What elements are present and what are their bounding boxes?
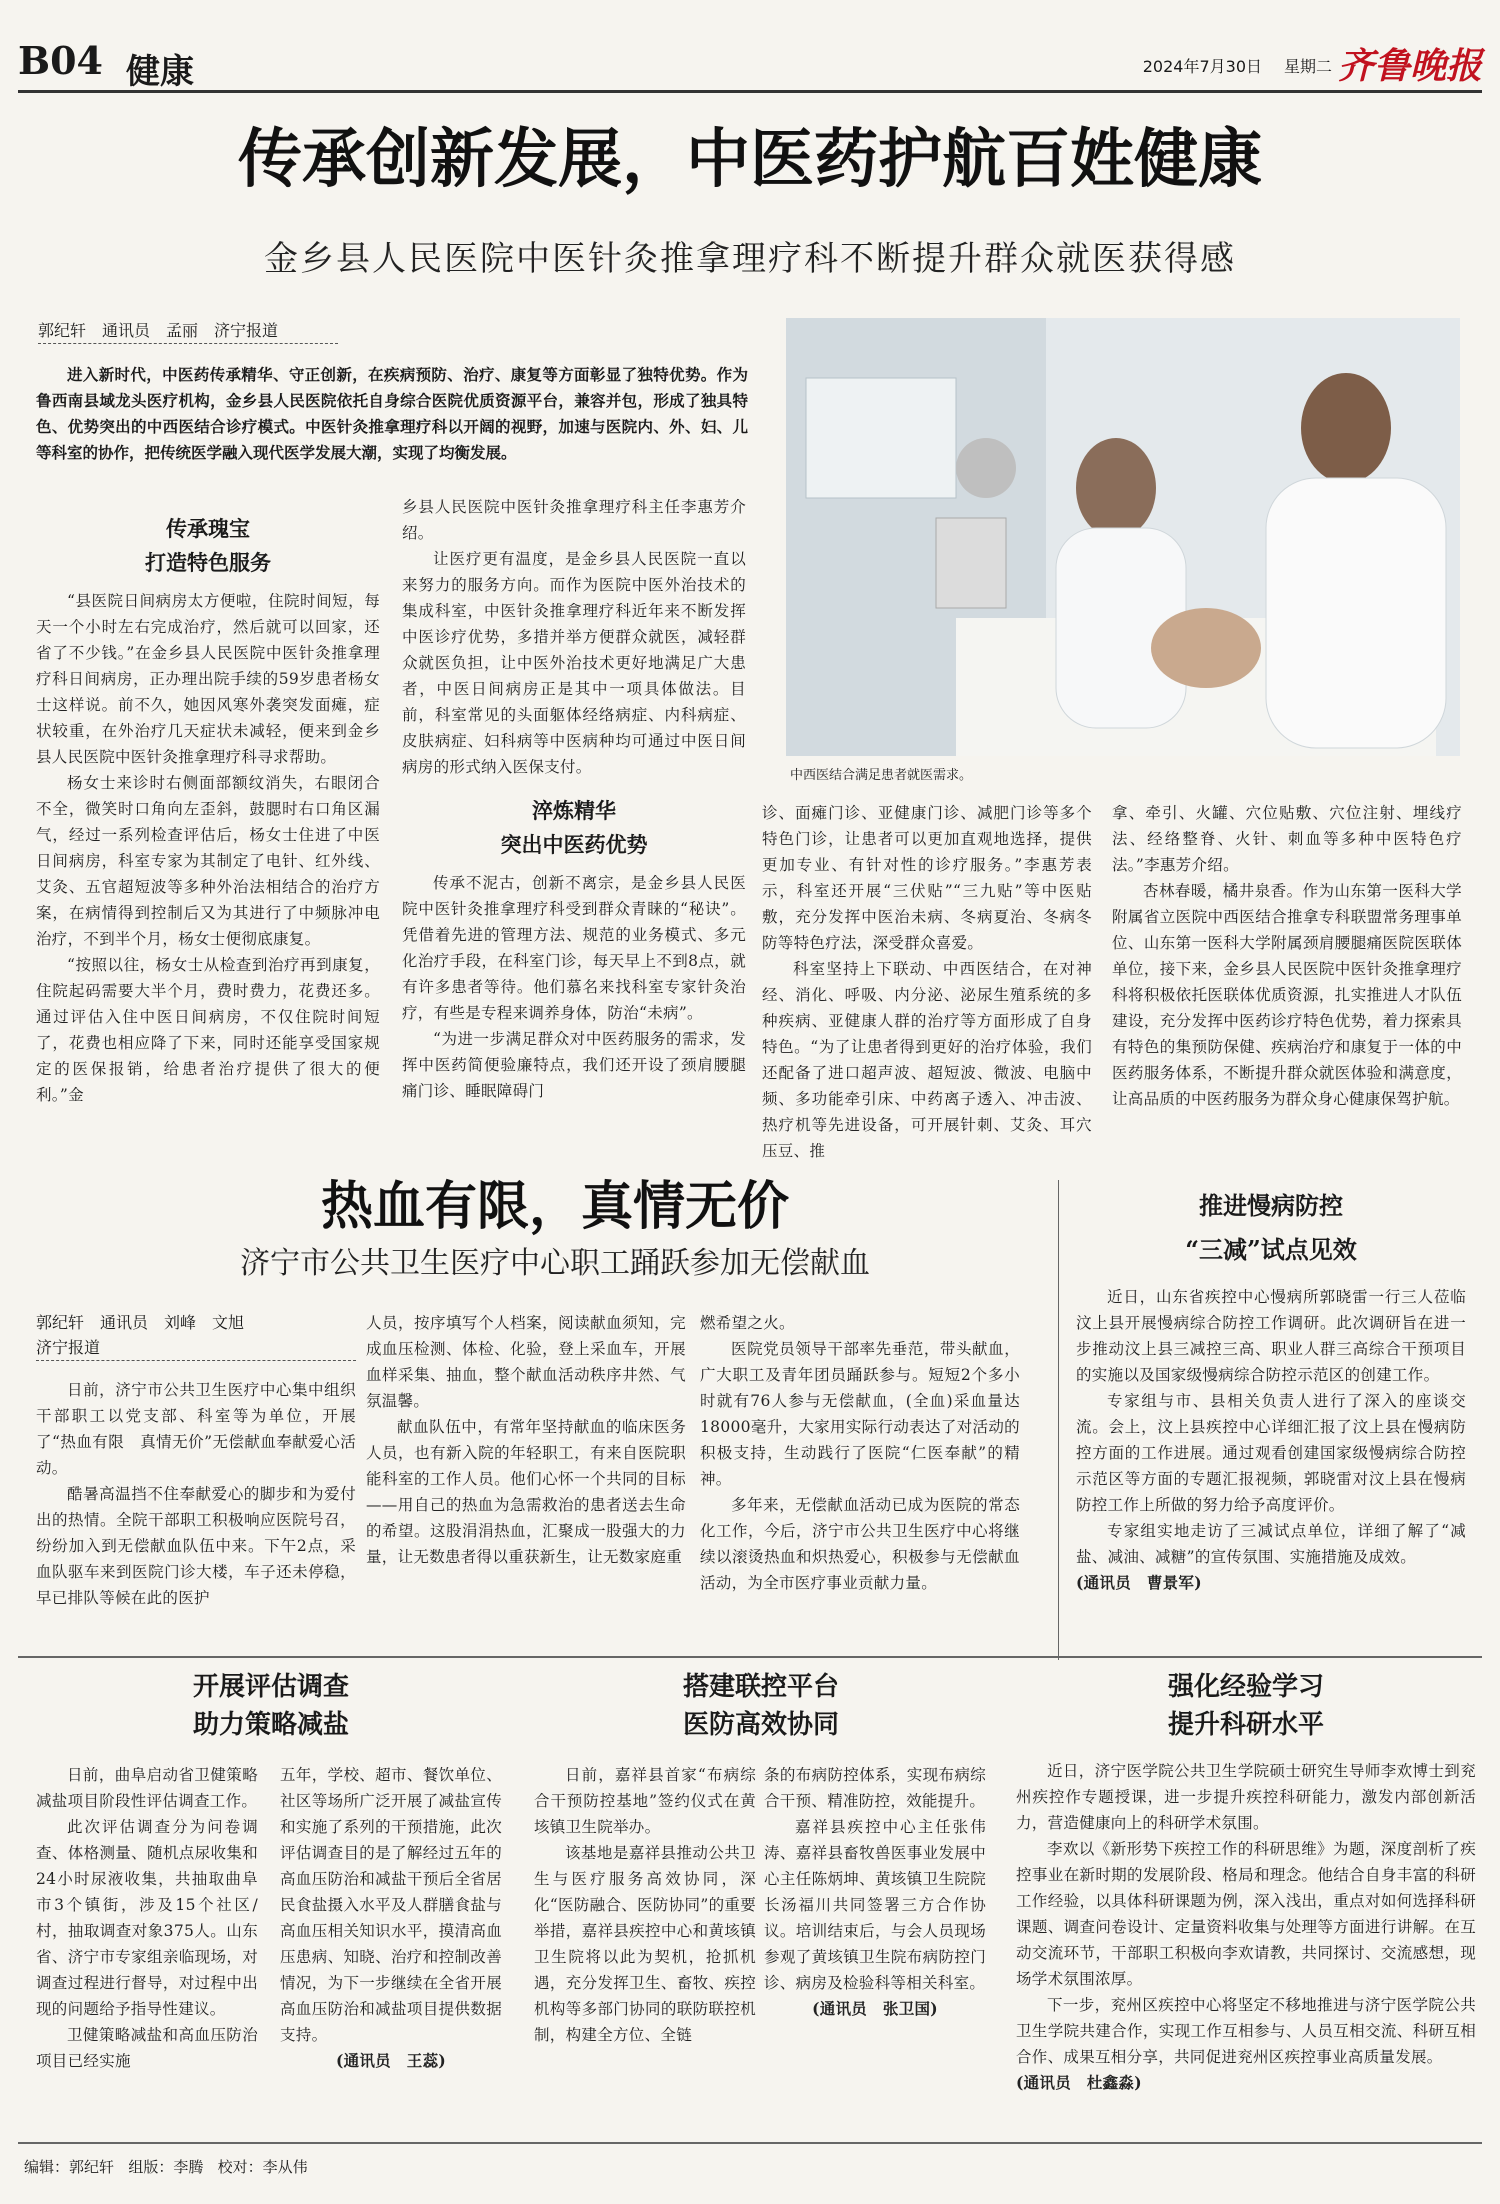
paragraph: 献血队伍中，有常年坚持献血的临床医务人员，也有新入院的年轻职工，有来自医院职能科室的工作人员。他们心怀一个共同的目标——用自己的热血为急需救治的患者送去生命的希望。这股涓涓热血，汇聚成一股强大的力量，让无数患者得以重获新生，让无数家庭重	[366, 1418, 686, 1566]
bottom3-heading-line1: 强化经验学习	[1167, 1672, 1324, 1702]
paragraph: 此次评估调查分为问卷调查、体格测量、随机点尿收集和24小时尿液收集，共抽取曲阜市3个镇街，涉及15个社区/村，抽取调查对象375人。山东省、济宁市专家组亲临现场，对调查过程进行督导，对过程中出现的问题给予指导性建议。	[36, 1818, 258, 2018]
paragraph: “按照以往，杨女士从检查到治疗再到康复，住院起码需要大半个月，费时费力，花费还多。通过评估入住中医日间病房，不仅住院时间短了，花费也相应降了下来，同时还能享受国家规定的医保报销，给患者治疗提供了很大的便利。”金	[36, 956, 380, 1104]
paragraph: 酷暑高温挡不住奉献爱心的脚步和为爱付出的热情。全院干部职工积极响应医院号召，纷纷加入到无偿献血队伍中来。下午2点，采血队驱车来到医院门诊大楼，车子还未停稳，早已排队等候在此的医护	[36, 1485, 356, 1607]
paragraph: 诊、面瘫门诊、亚健康门诊、减肥门诊等多个特色门诊，让患者可以更加直观地选择，提供更加专业、有针对性的诊疗服务。”李惠芳表示，科室还开展“三伏贴”“三九贴”等中医贴敷，充分发挥中医治未病、冬病夏治、冬病冬防等特色疗法，深受群众喜爱。	[762, 804, 1092, 952]
signoff: (通讯员 张卫国)	[812, 1999, 938, 2018]
blood-headline: 热血有限，真情无价	[320, 1176, 789, 1237]
chronic-story	[1076, 1184, 1466, 1596]
paragraph: 杏林春暖，橘井泉香。作为山东第一医科大学附属省立医院中西医结合推拿专科联盟常务理事单位、山东第一医科大学附属颈肩腰腿痛医院医联体单位，接下来，金乡县人民医院中医针灸推拿理疗科将积极依托医联体优质资源，扎实推进人才队伍建设，充分发挥中医药诊疗特色优势，着力探索具有特色的集预防保健、疾病治疗和康复于一体的中医药服务体系，不断提升群众就医体验和满意度，让高品质的中医药服务为群众身心健康保驾护航。	[1112, 882, 1462, 1108]
blood-byline-1: 郭纪轩 通讯员 刘峰 文旭	[36, 1313, 245, 1332]
main-photo	[786, 318, 1460, 756]
main-col1	[36, 512, 380, 1108]
main-lead: 进入新时代，中医药传承精华、守正创新，在疾病预防、治疗、康复等方面彰显了独特优势。作为鲁西南县域龙头医疗机构，金乡县人民医院依托自身综合医院优质资源平台，兼容并包，形成了独具特色、优势突出的中西医结合诊疗模式。中医针灸推拿理疗科以开阔的视野，加速与医院内、外、妇、儿等科室的协作，把传统医学融入现代医学发展大潮，实现了均衡发展。	[36, 365, 748, 462]
page-header	[18, 34, 1482, 93]
section1-heading-line2: 打造特色服务	[145, 550, 271, 575]
section-divider	[18, 1656, 1482, 1658]
paragraph: 五年，学校、超市、餐饮单位、社区等场所广泛开展了减盐宣传和实施了系列的干预措施，此次评估调查目的是了解经过五年的高血压防治和减盐干预后全省居民食盐摄入水平及人群膳食盐与高血压相关知识水平，摸清高血压患病、知晓、治疗和控制改善情况，为下一步继续在全省开展高血压防治和减盐项目提供数据支持。	[280, 1766, 502, 2044]
signoff: (通讯员 曹景军)	[1076, 1573, 1202, 1592]
footer-layout: 组版：李腾	[128, 2158, 204, 2176]
paragraph: 日前，曲阜启动省卫健策略减盐项目阶段性评估调查工作。	[36, 1766, 258, 1810]
paragraph: 科室坚持上下联动、中西医结合，在对神经、消化、呼吸、内分泌、泌尿生殖系统的多种疾病、亚健康人群的治疗等方面形成了自身特色。“为了让患者得到更好的治疗体验，我们还配备了进口超声波、超短波、微波、电脑中频、多功能牵引床、中药离子透入、冲击波、热疗机等先进设备，可开展针刺、艾灸、耳穴压豆、推	[762, 960, 1092, 1160]
paragraph: 人员，按序填写个人档案，阅读献血须知，完成血压检测、体检、化验，登上采血车，开展血样采集、抽血，整个献血活动秩序井然、气氛温馨。	[366, 1314, 686, 1410]
main-col4	[1112, 800, 1462, 1112]
bottom1-heading-line2: 助力策略减盐	[192, 1710, 349, 1740]
main-col2	[402, 494, 746, 1104]
paragraph: 日前，嘉祥县首家“布病综合干预防控基地”签约仪式在黄垓镇卫生院举办。	[534, 1766, 756, 1836]
paragraph: 近日，山东省疾控中心慢病所郭晓雷一行三人莅临汶上县开展慢病综合防控工作调研。此次调研旨在进一步推动汶上县三减控三高、职业人群三高综合干预项目的实施以及国家级慢病综合防控示范区的创建工作。	[1076, 1288, 1466, 1384]
bottom-story-2	[526, 1668, 996, 1744]
paragraph: 该基地是嘉祥县推动公共卫生与医疗服务高效协同，深化“医防融合、医防协同”的重要举措，嘉祥县疾控中心和黄垓镇卫生院将以此为契机，抢抓机遇，充分发挥卫生、畜牧、疾控机构等多部门协同的联防联控机制，构建全方位、全链	[534, 1844, 756, 2044]
paragraph: 嘉祥县疾控中心主任张伟涛、嘉祥县畜牧兽医事业发展中心主任陈炳坤、黄垓镇卫生院院长汤福川共同签署三方合作协议。培训结束后，与会人员现场参观了黄垓镇卫生院布病防控门诊、病房及检验科等相关科室。	[764, 1818, 986, 1992]
paragraph: 让医疗更有温度，是金乡县人民医院一直以来努力的服务方向。而作为医院中医外治技术的集成科室，中医针灸推拿理疗科近年来不断发挥中医诊疗优势，多措并举方便群众就医，减轻群众就医负担，让中医外治技术更好地满足广大患者，中医日间病房正是其中一项具体做法。目前，科室常见的头面躯体经络病症、内科病症、皮肤病症、妇科病等中医病种均可通过中医日间病房的形式纳入医保支付。	[402, 550, 746, 776]
paragraph: 医院党员领导干部率先垂范，带头献血，广大职工及青年团员踊跃参与。短短2个多小时就有76人参与无偿献血，(全血)采血量达18000毫升，大家用实际行动表达了对活动的积极支持，生动践行了医院“仁医奉献”的精神。	[700, 1340, 1020, 1488]
main-byline: 郭纪轩 通讯员 孟丽 济宁报道	[38, 318, 338, 344]
paragraph: 多年来，无偿献血活动已成为医院的常态化工作，今后，济宁市公共卫生医疗中心将继续以滚烫热血和炽热爱心，积极参与无偿献血活动，为全市医疗事业贡献力量。	[700, 1496, 1020, 1592]
column-divider	[1058, 1180, 1059, 1660]
bottom3-heading-line2: 提升科研水平	[1167, 1710, 1324, 1740]
paragraph: 条的布病防控体系，实现布病综合干预、精准防控，效能提升。	[764, 1766, 986, 1810]
bottom2-heading-line1: 搭建联控平台	[682, 1672, 839, 1702]
paragraph: “县医院日间病房太方便啦，住院时间短，每天一个小时左右完成治疗，然后就可以回家，还省了不少钱。”在金乡县人民医院中医针灸推拿理疗科日间病房，正办理出院手续的59岁患者杨女士这样说。前不久，她因风寒外袭突发面瘫，症状较重，在外治疗几天症状未减轻，便来到金乡县人民医院中医针灸推拿理疗科寻求帮助。	[36, 592, 380, 766]
main-subheadline: 金乡县人民医院中医针灸推拿理疗科不断提升群众就医获得感	[264, 239, 1236, 279]
section2-heading-line1: 淬炼精华	[532, 798, 616, 823]
section2-heading-line2: 突出中医药优势	[500, 832, 648, 857]
signoff: (通讯员 杜鑫淼)	[1016, 2073, 1142, 2092]
bottom2-col1	[534, 1762, 756, 2048]
bottom1-col1	[36, 1762, 258, 2074]
bottom2-col2	[764, 1762, 986, 2022]
section-name: 健康	[126, 52, 194, 92]
newspaper-logo: 齐鲁晚报	[1337, 45, 1482, 87]
paragraph: “为进一步满足群众对中医药服务的需求，发挥中医药简便验廉特点，我们还开设了颈肩腰腿痛门诊、睡眠障碍门	[402, 1030, 746, 1100]
paragraph: 近日，济宁医学院公共卫生学院硕士研究生导师李欢博士到兖州疾控作专题授课，进一步提升疾控科研能力，激发内部创新活力，营造健康向上的科研学术氛围。	[1016, 1762, 1476, 1832]
blood-col2	[366, 1310, 686, 1570]
paragraph: 李欢以《新形势下疾控工作的科研思维》为题，深度剖析了疾控事业在新时期的发展阶段、格局和理念。他结合自身丰富的科研工作经验，以具体科研课题为例，深入浅出，重点对如何选择科研课题、调查问卷设计、定量资料收集与处理等方面进行讲解。在互动交流环节，干部职工积极向李欢请教，共同探讨、交流感想，现场学术氛围浓厚。	[1016, 1840, 1476, 1988]
main-col3	[762, 800, 1092, 1164]
footer-proof: 校对：李从伟	[217, 2158, 308, 2176]
bottom1-heading-line1: 开展评估调查	[192, 1672, 349, 1702]
paragraph: 日前，济宁市公共卫生医疗中心集中组织干部职工以党支部、科室等为单位，开展了“热血有限 真情无价”无偿献血奉献爱心活动。	[36, 1381, 356, 1477]
paragraph: 下一步，兖州区疾控中心将坚定不移地推进与济宁医学院公共卫生学院共建合作，实现工作互相参与、人员互相交流、科研互相合作、成果互相分享，共同促进兖州区疾控事业高质量发展。	[1016, 1996, 1476, 2066]
main-headline: 传承创新发展，中医药护航百姓健康	[238, 122, 1262, 197]
photo-illustration	[786, 318, 1460, 756]
signoff: (通讯员 王蕊)	[335, 2051, 447, 2070]
footer-rule	[18, 2142, 1482, 2144]
paragraph: 乡县人民医院中医针灸推拿理疗科主任李惠芳介绍。	[402, 498, 746, 542]
chronic-heading-line2: “三减”试点见效	[1185, 1235, 1357, 1264]
paragraph: 拿、牵引、火罐、穴位贴敷、穴位注射、埋线疗法、经络整脊、火针、刺血等多种中医特色疗法。”李惠芳介绍。	[1112, 804, 1462, 874]
footer-editor: 编辑：郭纪轩	[24, 2158, 115, 2176]
page-code: B04	[18, 38, 103, 83]
bottom1-col2	[280, 1762, 502, 2074]
section1-heading-line1: 传承瑰宝	[166, 516, 250, 541]
paragraph: 传承不泥古，创新不离宗，是金乡县人民医院中医针灸推拿理疗科受到群众青睐的“秘诀”。凭借着先进的管理方法、规范的业务模式、多元化治疗手段，在科室门诊，每天早上不到8点，就有许多患者等待。他们慕名来找科室专家针灸治疗，有些是专程来调养身体，防治“未病”。	[402, 874, 746, 1022]
paragraph: 燃希望之火。	[700, 1314, 795, 1332]
blood-col3	[700, 1310, 1020, 1596]
paragraph: 杨女士来诊时右侧面部额纹消失，右眼闭合不全，微笑时口角向左歪斜，鼓腮时右口角区漏气，经过一系列检查评估后，杨女士住进了中医日间病房，科室专家为其制定了电针、红外线、艾灸、五官超短波等多种外治法相结合的治疗方案，在病情得到控制后又为其进行了中频脉冲电治疗，不到半个月，杨女士便彻底康复。	[36, 774, 380, 948]
paragraph: 专家组与市、县相关负责人进行了深入的座谈交流。会上，汶上县疾控中心详细汇报了汶上县在慢病防控方面的工作进展。通过观看创建国家级慢病综合防控示范区等方面的专题汇报视频，郭晓雷对汶上县在慢病防控工作上所做的努力给予高度评价。	[1076, 1392, 1466, 1514]
bottom-story-1	[36, 1668, 506, 1758]
blood-subheadline: 济宁市公共卫生医疗中心职工踊跃参加无偿献血	[240, 1246, 870, 1281]
bottom2-heading-line2: 医防高效协同	[682, 1710, 839, 1740]
paragraph: 专家组实地走访了三减试点单位，详细了解了“减盐、减油、减糖”的宣传氛围、实施措施及成效。	[1076, 1522, 1466, 1566]
issue-date: 2024年7月30日	[1142, 57, 1262, 76]
blood-byline-2: 济宁报道	[36, 1335, 356, 1361]
photo-caption: 中西医结合满足患者就医需求。	[790, 768, 973, 783]
blood-col1	[36, 1310, 356, 1611]
chronic-heading-line1: 推进慢病防控	[1199, 1191, 1343, 1220]
bottom-story-3	[1016, 1668, 1476, 2096]
paragraph: 卫健策略减盐和高血压防治项目已经实施	[36, 2026, 258, 2070]
issue-weekday: 星期二	[1283, 57, 1332, 76]
page-footer	[24, 2156, 624, 2177]
